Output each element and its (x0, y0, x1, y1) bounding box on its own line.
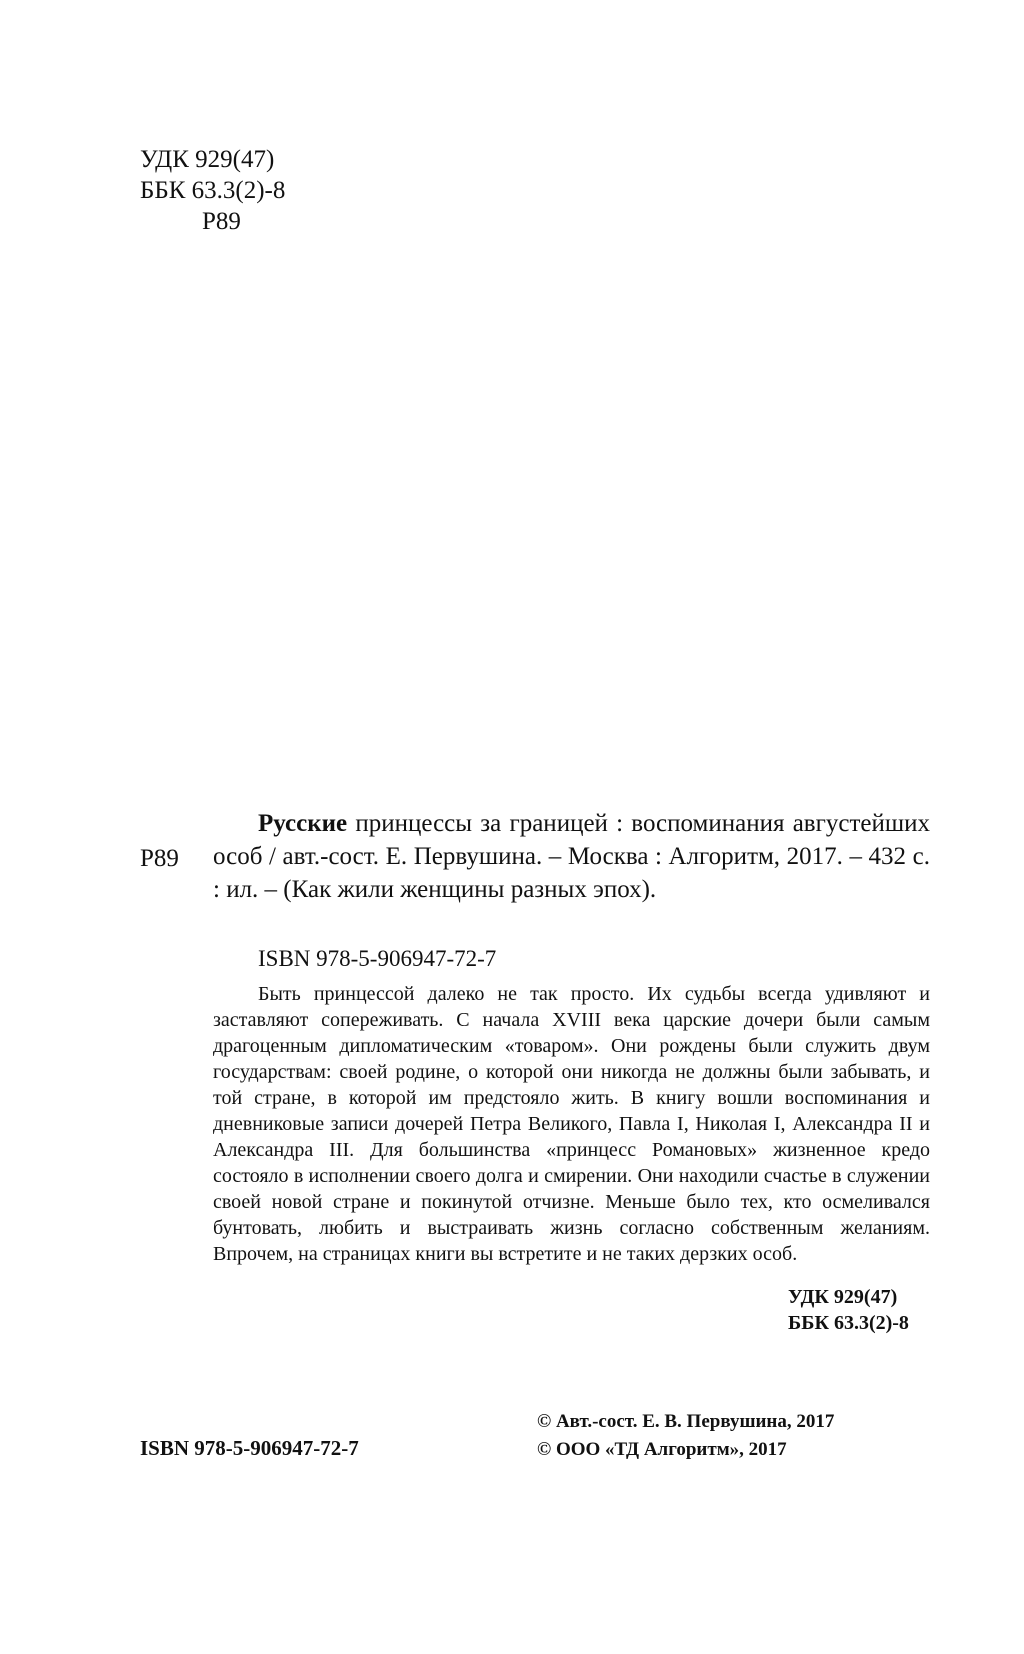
author-mark-top: Р89 (202, 208, 241, 235)
bibliographic-entry (213, 807, 930, 906)
udk-code-bottom: УДК 929(47) (788, 1286, 898, 1308)
copyright-block (537, 1408, 834, 1464)
copyright-line: © Авт.-сост. Е. В. Первушина, 2017 (537, 1411, 835, 1432)
author-mark: Р89 (140, 845, 179, 872)
udk-code: УДК 929(47) (140, 146, 275, 173)
entry-lead-word: Русские (258, 810, 348, 837)
bbk-code: ББК 63.3(2)-8 (140, 177, 286, 204)
isbn-line: ISBN 978-5-906947-72-7 (258, 946, 497, 971)
copyright-line: © ООО «ТД Алгоритм», 2017 (537, 1439, 787, 1460)
isbn-bold: ISBN 978-5-906947-72-7 (140, 1436, 359, 1460)
entry-text: принцессы за границей : воспоминания августейших особ / авт.-сост. Е. Первушина. – Москва : Алгоритм, 2017. – 432 с. : ил. – (Как жили женщины разных эпох). (213, 810, 930, 903)
bbk-code-bottom: ББК 63.3(2)-8 (788, 1312, 909, 1334)
classification-codes-bottom (788, 1284, 909, 1336)
annotation-paragraph: Быть принцессой далеко не так просто. Их судьбы всегда удивляют и заставляют сопереживать. С начала XVIII века царские дочери были самым драгоценным дипломатическим «товаром». Они рождены были служить двум государствам: своей родине, о которой они никогда не должны были забывать, и той стране, в которой им предстояло жить. В книгу вошли воспоминания и дневниковые записи дочерей Петра Великого, Павла I, Николая I, Александра II и Александра III. Для большинства «принцесс Романовых» жизненное кредо состояло в исполнении своего долга и смирении. Они находили счастье в служении своей новой стране и покинутой отчизне. Меньше было тех, кто осмеливался бунтовать, любить и выстраивать жизнь согласно собственным желаниям. Впрочем, на страницах книги вы встретите и не таких дерзких особ. (213, 983, 930, 1265)
classification-codes-top (140, 144, 285, 237)
